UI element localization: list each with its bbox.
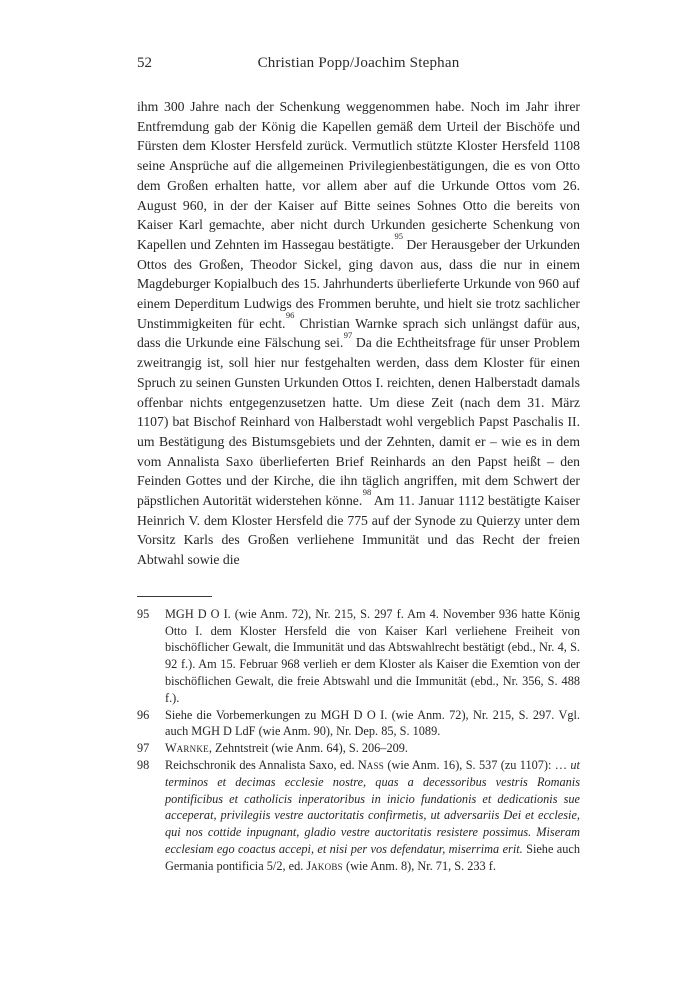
footnote	[137, 606, 580, 707]
footnote-number: 95	[137, 606, 150, 621]
body-text: ihm 300 Jahre nach der Schenkung weggenommen habe. Noch im Jahr ihrer Entfremdung gab der König die Kapellen gemäß dem Urteil der Bischöfe und Fürsten dem Kloster Hersfeld zurück. Vermutlich stützte Kloster Hersfeld 1108 seine Ansprüche auf die allgemeinen Privilegienbestätigungen, die es von Otto dem Großen erhalten hatte, vor allem aber auf die Urkunde Ottos vom 26. August 960, in der der Kaiser auf Bitte seines Sohnes Otto die bereits von Kaiser Karl gemachte, aber nicht durch Urkunden gesicherte Schenkung von Kapellen und Zehnten im Hassegau bestätigte.$^{95}$ Der Herausgeber der Urkunden Ottos des Großen, Theodor Sickel, ging davon aus, dass die nur in einem Magdeburger Kopialbuch des 15. Jahrhunderts überlieferte Urkunde von 960 auf einem Deperditum Ludwigs des Frommen beruhte, und hielt sie trotz sachlicher Unstimmigkeiten für echt.$^{96}$ Christian Warnke sprach sich unlängst dafür aus, dass die Urkunde eine Fälschung sei.$^{97}$ Da die Echtheitsfrage für unser Problem zweitrangig ist, soll hier nur festgehalten werden, dass dem Kloster für einen Spruch zu seinen Gunsten Urkunden Ottos I. reichten, denen Halberstadt damals offenbar nichts entgegenzusetzen hatte. Um diese Zeit (nach dem 31. März 1107) bat Bischof Reinhard von Halberstadt wohl vergeblich Papst Paschalis II. um Bestätigung des Bistumsgebiets und der Zehnten, damit er – wie es in dem vom Annalista Saxo überlieferten Brief Reinhards an den Papst heißt – den Feinden Gottes und der Kirche, die ihn täglich angriffen, mit dem Schwert der päpstlichen Autorität widerstehen könne.$^{98}$ Am 11. Januar 1112 bestätigte Kaiser Heinrich V. dem Kloster Hersfeld die 775 auf der Synode zu Quierzy unter dem Vorsitz Karls des Großen verliehene Immunität und das Recht der freien Abtwahl sowie die	[137, 99, 580, 568]
footnote-text: Siehe die Vorbemerkungen zu MGH D O I. (wie Anm. 72), Nr. 215, S. 297. Vgl. auch MGH D LdF (wie Anm. 90), Nr. Dep. 85, S. 1089.	[165, 707, 580, 739]
footnote	[137, 757, 580, 875]
footnote-ref: 97	[343, 329, 353, 340]
footnote	[137, 740, 580, 757]
page-header	[137, 55, 580, 75]
text-column	[137, 55, 580, 875]
footnote-ref: 96	[285, 310, 295, 321]
running-head: Christian Popp/Joachim Stephan	[257, 55, 460, 71]
footnote-text: Reichschronik des Annalista Saxo, ed. Nass (wie Anm. 16), S. 537 (zu 1107): … ut terminos et decimas ecclesie nostre, quas a decessoribus vestris Romanis pontificibus et catholicis inperatoribus in inicio fundationis et dedicationis sue acceperat, privilegiis vestre auctoritatis confirmetis, ut adversariis Dei et ecclesie, qui nos cottide inpugnant, gladio vestre auctoritatis resistere possimus. Miseram ecclesiam ego coactus accepi, et nisi per vos defendatur, miserrima erit. Siehe auch Germania pontificia 5/2, ed. Jakobs (wie Anm. 8), Nr. 71, S. 233 f.	[165, 758, 580, 873]
footnote-text: MGH D O I. (wie Anm. 72), Nr. 215, S. 297 f. Am 4. November 936 hatte König Otto I. dem Kloster Hersfeld die von Kaiser Karl verliehene Freiheit von bischöflicher Gewalt, die Immunität und das Abtswahlrecht bestätigt (ebd., Nr. 4, S. 92 f.). Am 15. Februar 968 verlieh er dem Kloster als Kaiser die Exemtion von der bischöflichen Gewalt, die freie Abtswahl und die Immunität (ebd., Nr. 356, S. 488 f.).	[165, 606, 580, 705]
footnote	[137, 707, 580, 741]
footnote-number: 98	[137, 758, 150, 773]
footnote-ref: 98	[362, 487, 372, 498]
footnote-ref: 95	[394, 231, 403, 242]
page-number: 52	[137, 55, 152, 71]
footnotes	[137, 606, 580, 875]
footnote-text: Warnke, Zehntstreit (wie Anm. 64), S. 206–209.	[165, 741, 408, 756]
footnote-number: 96	[137, 707, 150, 722]
footnote-separator	[137, 596, 212, 597]
footnote-number: 97	[137, 741, 150, 756]
